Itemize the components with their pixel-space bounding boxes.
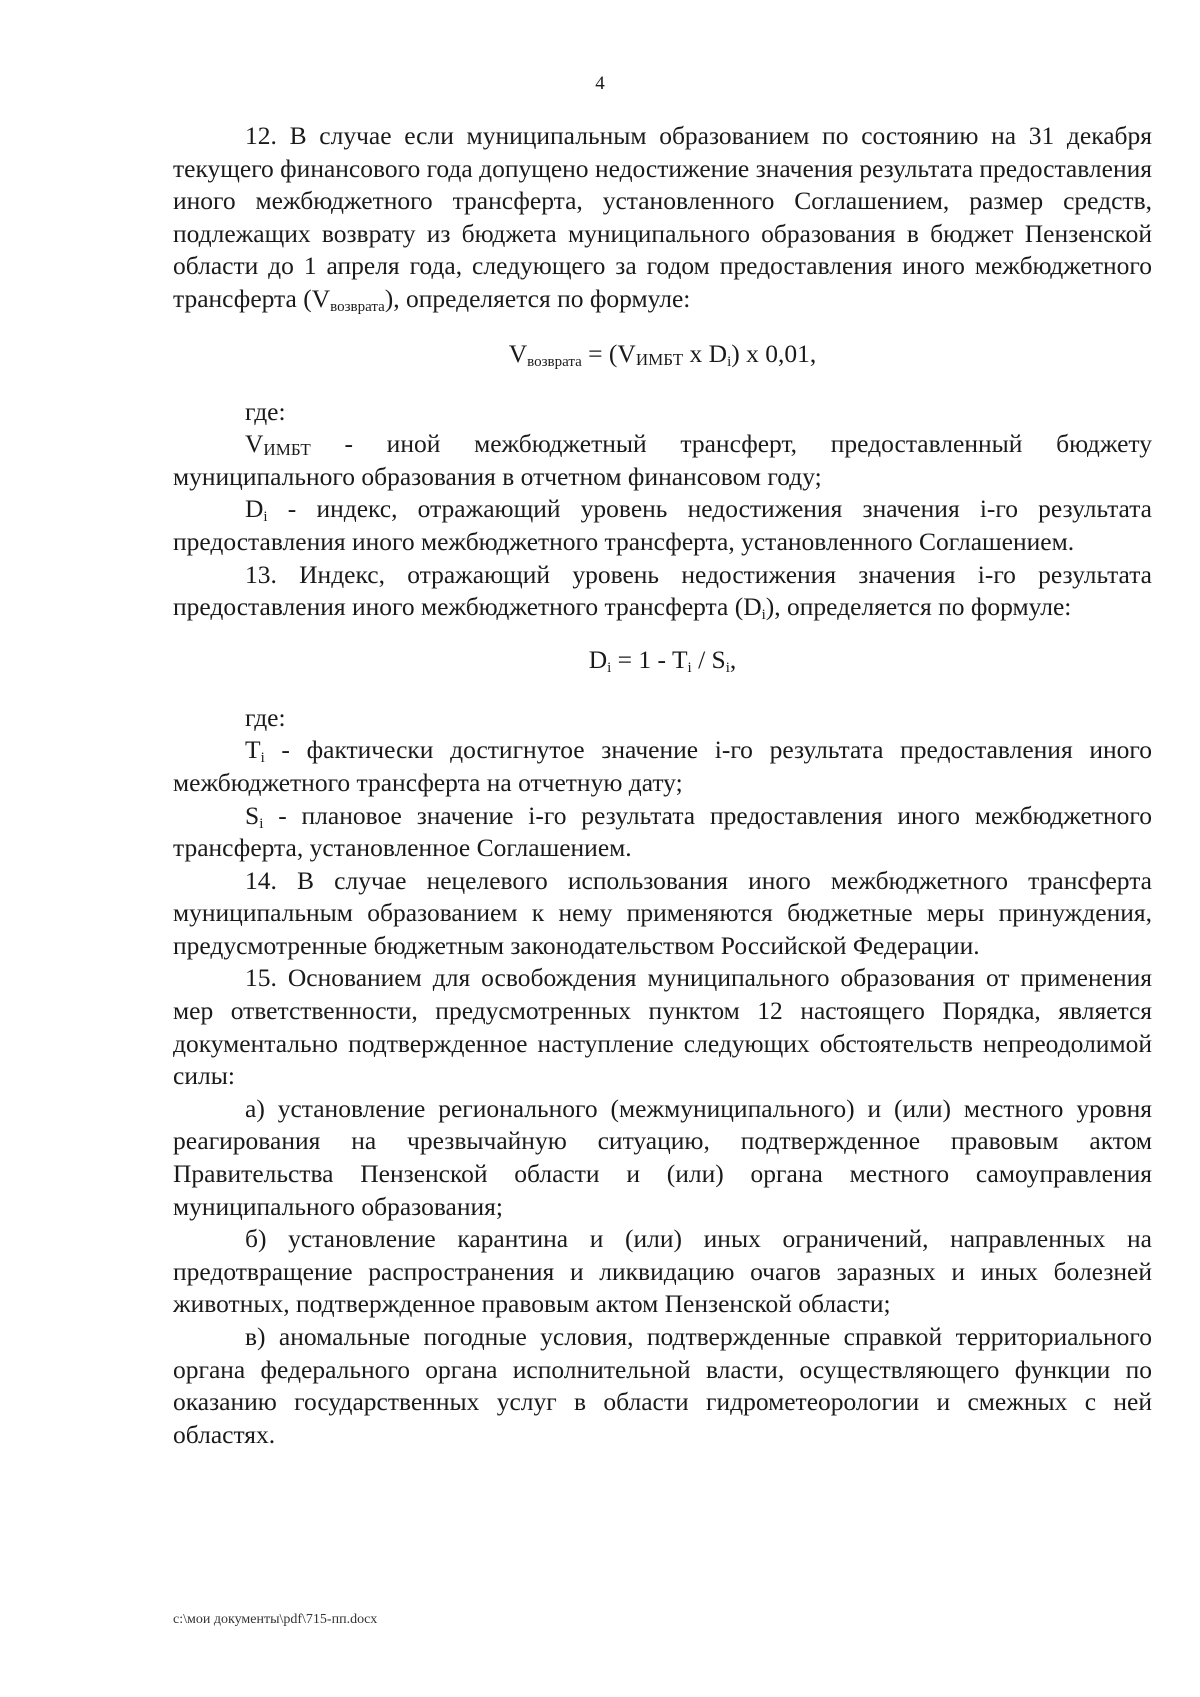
formula2-end: , [729, 644, 737, 674]
paragraph-12 [173, 120, 1152, 316]
definition-t-symbol: T [245, 735, 261, 765]
definition-d-symbol: D [245, 494, 264, 524]
paragraph-14: 14. В случае нецелевого использования иного межбюджетного трансферта муниципальным образованием к нему применяются бюджетные меры принуждения, предусмотренные бюджетным законодательством Российской Федерации. [173, 865, 1152, 960]
paragraph-13-text: 13. Индекс, отражающий уровень недостижения значения i-го результата предоставления иного межбюджетного трансферта (D [173, 559, 1152, 622]
definition-v-imbt [173, 428, 1152, 493]
formula2-d-symbol: D [588, 644, 608, 674]
where-label-2: где: [245, 702, 286, 732]
definition-v-subscript: ИМБТ [263, 440, 311, 460]
definition-t-subscript: i [260, 750, 265, 767]
formula-end: ) x 0,01, [731, 338, 817, 368]
paragraph-12-text: 12. В случае если муниципальным образованием по состоянию на 31 декабря текущего финансового года допущено недостижение значения результата предоставления иного межбюджетного трансферта, установленного Соглашением, размер средств, подлежащих возврату из бюджета муниципального образования в бюджет Пензенской области до 1 апреля года, следующего за годом предоставления иного межбюджетного трансферта (V [173, 121, 1152, 313]
v-return-subscript: возврата [330, 298, 385, 315]
definition-s-subscript: i [259, 815, 264, 832]
definition-s-text: - плановое значение i-го результата предоставления иного межбюджетного трансферта, установленное Соглашением. [173, 800, 1152, 863]
footer-file-path: c:\мои документы\pdf\715-пп.docx [173, 1612, 378, 1627]
list-item-v: в) аномальные погодные условия, подтвержденные справкой территориального органа федерального органа исполнительной власти, осуществляющего функции по оказанию государственных услуг в области гидрометеорологии и смежных с ней областях. [173, 1322, 1152, 1449]
definition-si [173, 800, 1152, 865]
paragraph-13 [173, 559, 1152, 624]
paragraph-13-subscript: i [761, 607, 766, 624]
formula2-t-subscript: i [687, 659, 692, 676]
definition-d-text: - индекс, отражающий уровень недостижения значения i-го результата предоставления иного межбюджетного трансферта, установленного Соглашением. [173, 494, 1152, 556]
formula-di [173, 640, 1152, 680]
formula-d-subscript: i [727, 353, 732, 370]
definition-d-subscript: i [263, 509, 268, 526]
formula-v-subscript: возврата [527, 353, 582, 370]
formula2-d-subscript: i [607, 659, 612, 676]
formula-v-symbol: V [508, 338, 528, 368]
formula2-slash-s: / S [691, 644, 726, 674]
formula-times-d: x D [683, 338, 728, 368]
formula-imbt-subscript: ИМБТ [635, 349, 684, 369]
definition-t-text: - фактически достигнутое значение i-го результата предоставления иного межбюджетного трансферта на отчетную дату; [173, 735, 1152, 797]
list-item-b: б) установление карантина и (или) иных ограничений, направленных на предотвращение распространения и ликвидацию очагов заразных и иных болезней животных, подтвержденное правовым актом Пензенской области; [173, 1224, 1152, 1319]
where-label-1: где: [245, 396, 286, 426]
formula2-minus-t: = 1 - T [611, 644, 688, 674]
paragraph-13-tail: ), определяется по формуле: [765, 592, 1072, 622]
page-number: 4 [595, 73, 605, 94]
formula-v-return [173, 334, 1152, 374]
definition-s-symbol: S [245, 800, 260, 830]
document-body [173, 120, 1152, 1451]
paragraph-12-tail: ), определяется по формуле: [384, 283, 691, 313]
formula-eq-open: = (V [581, 338, 636, 368]
definition-di [173, 493, 1152, 558]
definition-v-symbol: V [245, 429, 264, 459]
definition-ti [173, 734, 1152, 799]
paragraph-15: 15. Основанием для освобождения муниципального образования от применения мер ответственности, предусмотренных пунктом 12 настоящего Порядка, является документально подтвержденное наступление следующих обстоятельств непреодолимой силы: [173, 963, 1152, 1091]
list-item-a: а) установление регионального (межмуниципального) и (или) местного уровня реагирования на чрезвычайную ситуацию, подтвержденное правовым актом Правительства Пензенской области и (или) органа местного самоуправления муниципального образования; [173, 1093, 1152, 1221]
definition-v-text: - иной межбюджетный трансферт, предоставленный бюджету муниципального образования в отчетном финансовом году; [173, 429, 1152, 491]
formula2-s-subscript: i [725, 659, 730, 676]
